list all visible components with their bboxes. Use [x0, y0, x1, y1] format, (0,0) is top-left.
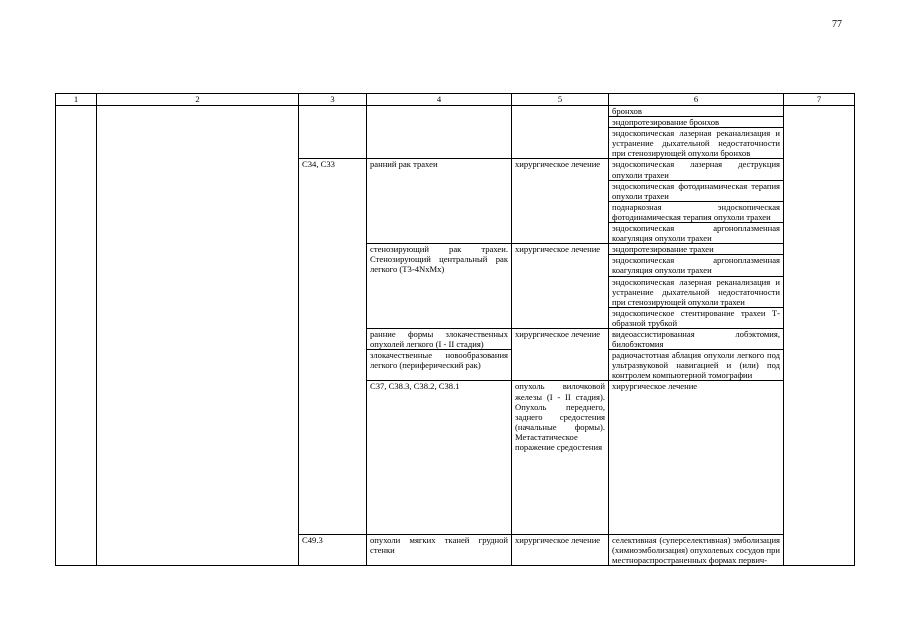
- header-col-3: 3: [299, 94, 367, 106]
- page-number: 77: [832, 19, 842, 30]
- codes-cell: [299, 106, 367, 159]
- treatment-table: [55, 93, 855, 566]
- col-7-cell: [784, 106, 855, 566]
- method-cell: эндопротезирование трахеи: [609, 244, 784, 255]
- method-cell: радиочастотная аблация опухоли легкого под ультразвуковой навигацией и (или) под контролем компьютерной томографии: [609, 350, 784, 381]
- disease-cell: стенозирующий рак трахеи. Стенозирующий центральный рак легкого (T3-4NxMx): [367, 244, 512, 329]
- treatment-cell: хирургическое лечение: [512, 534, 609, 565]
- disease-cell: [367, 106, 512, 159]
- codes-cell: C37, C38.3, C38.2, C38.1: [367, 381, 512, 534]
- codes-cell: C34, C33: [299, 159, 367, 534]
- method-cell: эндоскопическая аргоноплазменная коагуляция опухоли трахеи: [609, 255, 784, 276]
- treatment-cell: [512, 106, 609, 159]
- table-row: [56, 106, 855, 117]
- treatment-cell: хирургическое лечение: [512, 328, 609, 380]
- method-cell: поднаркозная эндоскопическая фотодинамическая терапия опухоли трахеи: [609, 201, 784, 222]
- disease-cell: злокачественные новообразования легкого (периферический рак): [367, 350, 512, 381]
- method-cell: эндоскопическое стентирование трахеи Т-образной трубкой: [609, 307, 784, 328]
- codes-cell: C49.3: [299, 534, 367, 565]
- header-col-7: 7: [784, 94, 855, 106]
- treatment-cell: хирургическое лечение: [609, 381, 784, 534]
- method-cell: эндоскопическая лазерная реканализация и устранение дыхательной недостаточности при стенозирующей опухоли трахеи: [609, 276, 784, 307]
- disease-cell: ранние формы злокачественных опухолей легкого (I - II стадия): [367, 328, 512, 349]
- col-2-cell: [97, 106, 299, 566]
- disease-cell: ранний рак трахеи: [367, 159, 512, 244]
- header-col-2: 2: [97, 94, 299, 106]
- method-cell: эндоскопическая аргоноплазменная коагуляция опухоли трахеи: [609, 223, 784, 244]
- method-cell: эндоскопическая лазерная деструкция опухоли трахеи: [609, 159, 784, 180]
- col-1-cell: [56, 106, 97, 566]
- disease-cell: опухоль вилочковой железы (I - II стадия). Опухоль переднего, заднего средостения (начальные формы). Метастатическое поражение средостения: [512, 381, 609, 534]
- header-col-5: 5: [512, 94, 609, 106]
- method-cell: эндоскопическая лазерная реканализация и устранение дыхательной недостаточности при стенозирующей опухоли бронхов: [609, 128, 784, 159]
- header-row: [56, 94, 855, 106]
- treatment-cell: хирургическое лечение: [512, 244, 609, 329]
- header-col-4: 4: [367, 94, 512, 106]
- method-cell: селективная (суперселективная) эмболизация (химиоэмболизация) опухолевых сосудов при местнораспространенных формах первич-: [609, 534, 784, 565]
- header-col-6: 6: [609, 94, 784, 106]
- method-cell: видеоассистированная лобэктомия, билобэктомия: [609, 328, 784, 349]
- method-cell: эндопротезирование бронхов: [609, 117, 784, 128]
- treatment-cell: хирургическое лечение: [512, 159, 609, 244]
- disease-cell: опухоли мягких тканей грудной стенки: [367, 534, 512, 565]
- method-cell: бронхов: [609, 106, 784, 117]
- header-col-1: 1: [56, 94, 97, 106]
- method-cell: эндоскопическая фотодинамическая терапия опухоли трахеи: [609, 180, 784, 201]
